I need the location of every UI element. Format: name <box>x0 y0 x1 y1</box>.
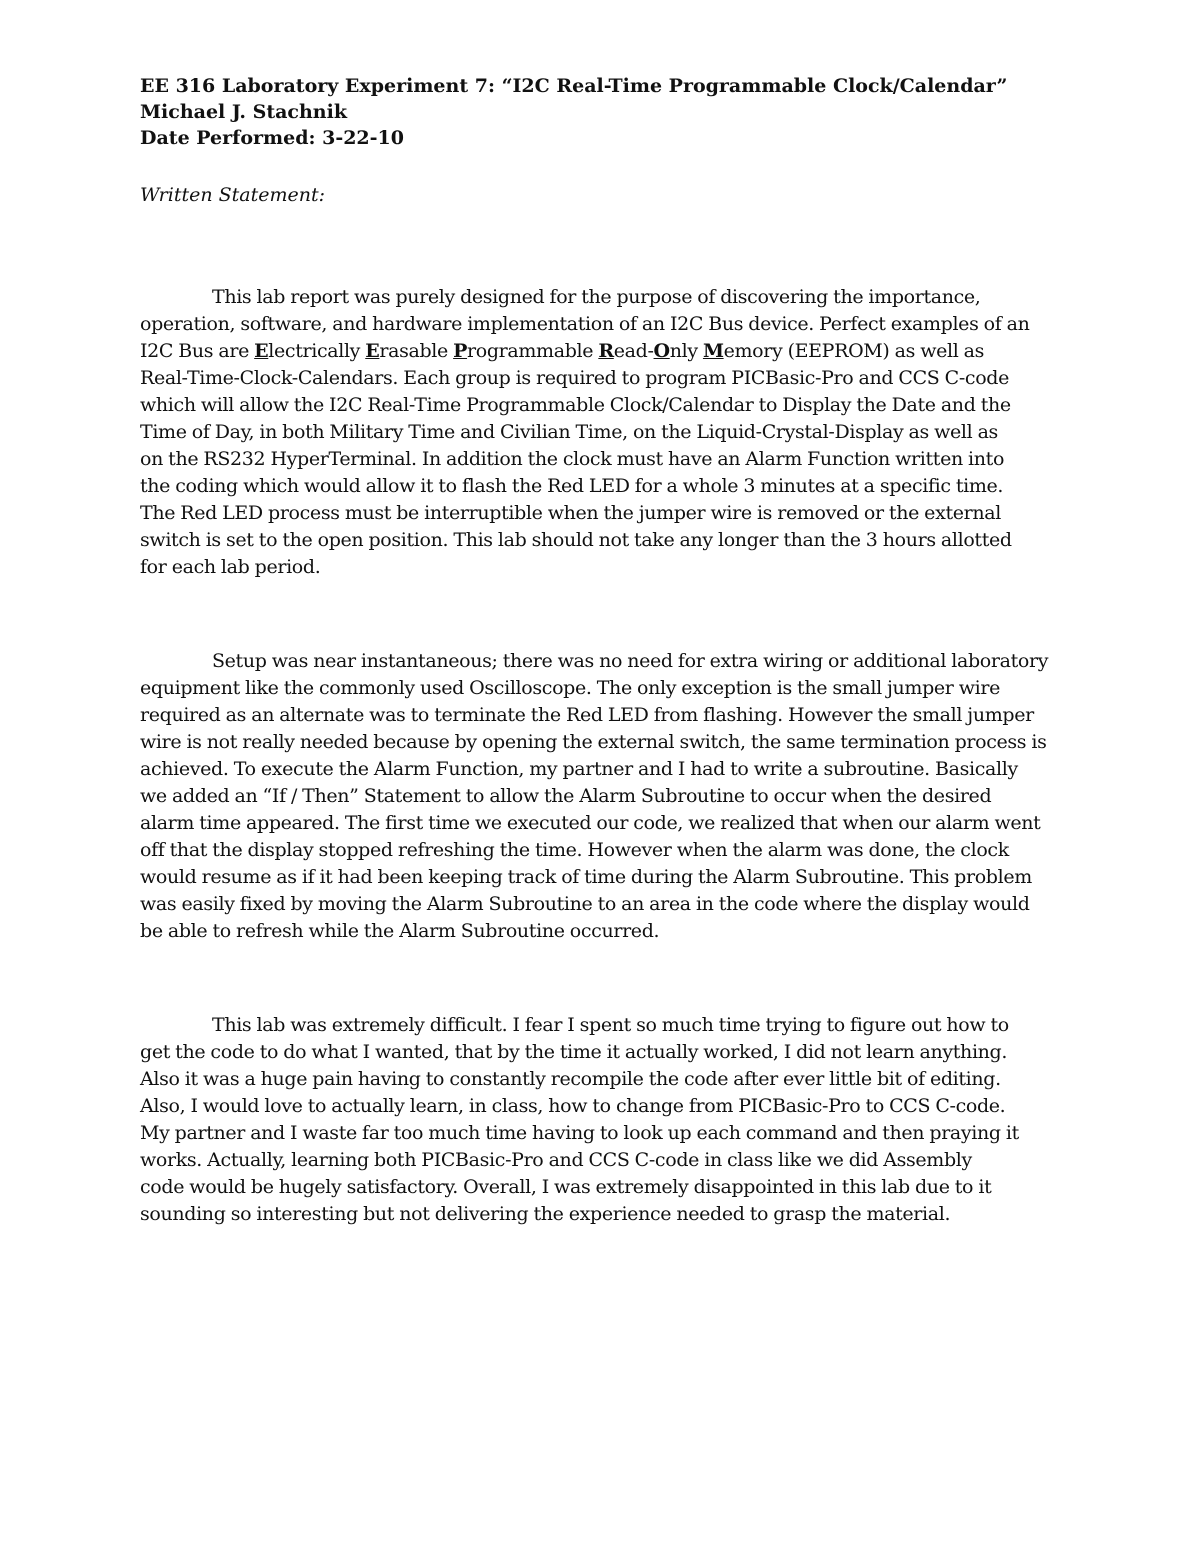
paragraph-line: sounding so interesting but not delivering the experience needed to grasp the material. <box>140 1203 951 1225</box>
paragraph-line: operation, software, and hardware implementation of an I2C Bus device. Perfect examples of an <box>140 313 1030 335</box>
paragraph-introduction <box>140 284 1070 581</box>
paragraph-line: for each lab period. <box>140 556 321 578</box>
paragraph-line: works. Actually, learning both PICBasic-Pro and CCS C-code in class like we did Assembly <box>140 1149 972 1171</box>
text-fragment: emory (EEPROM) as well as <box>723 340 985 362</box>
paragraph-line: The Red LED process must be interruptible when the jumper wire is removed or the external <box>140 502 1001 524</box>
paragraph-line: be able to refresh while the Alarm Subroutine occurred. <box>140 920 660 942</box>
written-statement-label: Written Statement: <box>140 184 326 206</box>
paragraph-line: code would be hugely satisfactory. Overall, I was extremely disappointed in this lab due to it <box>140 1176 992 1198</box>
paragraph-line: This lab was extremely difficult. I fear I spent so much time trying to figure out how to <box>212 1014 1009 1036</box>
paragraph-line: off that the display stopped refreshing the time. However when the alarm was done, the clock <box>140 839 1009 861</box>
paragraph-line: My partner and I waste far too much time having to look up each command and then praying it <box>140 1122 1019 1144</box>
paragraph-line-acronym <box>140 338 1070 365</box>
paragraph-line: achieved. To execute the Alarm Function, my partner and I had to write a subroutine. Basically <box>140 758 1018 780</box>
acronym-letter: R <box>598 340 614 362</box>
paragraph-line: get the code to do what I wanted, that by the time it actually worked, I did not learn anything. <box>140 1041 1008 1063</box>
paragraph-line: switch is set to the open position. This lab should not take any longer than the 3 hours allotted <box>140 529 1012 551</box>
acronym-letter: E <box>365 340 380 362</box>
paragraph-line: Time of Day, in both Military Time and Civilian Time, on the Liquid-Crystal-Display as well as <box>140 421 998 443</box>
acronym-letter: E <box>254 340 269 362</box>
paragraph-line: on the RS232 HyperTerminal. In addition the clock must have an Alarm Function written into <box>140 448 1005 470</box>
text-fragment: rasable <box>379 340 454 362</box>
paragraph-line: Also, I would love to actually learn, in class, how to change from PICBasic-Pro to CCS C-code. <box>140 1095 1006 1117</box>
acronym-letter: P <box>453 340 468 362</box>
paragraph-line: Real-Time-Clock-Calendars. Each group is required to program PICBasic-Pro and CCS C-code <box>140 367 1010 389</box>
paragraph-line: was easily fixed by moving the Alarm Subroutine to an area in the code where the display would <box>140 893 1030 915</box>
paragraph-line: equipment like the commonly used Oscilloscope. The only exception is the small jumper wire <box>140 677 1000 699</box>
paragraph-line: This lab report was purely designed for the purpose of discovering the importance, <box>212 286 981 308</box>
paragraph-line: wire is not really needed because by opening the external switch, the same termination process is <box>140 731 1047 753</box>
author-name: Michael J. Stachnik <box>140 101 347 123</box>
paragraph-line: which will allow the I2C Real-Time Programmable Clock/Calendar to Display the Date and the <box>140 394 1011 416</box>
paragraph-line: the coding which would allow it to flash the Red LED for a whole 3 minutes at a specific time. <box>140 475 1004 497</box>
report-title: EE 316 Laboratory Experiment 7: “I2C Real-Time Programmable Clock/Calendar” <box>140 75 1008 97</box>
paragraph-line: we added an “If / Then” Statement to allow the Alarm Subroutine to occur when the desired <box>140 785 992 807</box>
acronym-letter: O <box>653 340 670 362</box>
paragraph-line: Also it was a huge pain having to constantly recompile the code after ever little bit of editing. <box>140 1068 1001 1090</box>
paragraph-line: required as an alternate was to terminate the Red LED from flashing. However the small jumper <box>140 704 1034 726</box>
acronym-letter: M <box>702 340 724 362</box>
paragraph-line: would resume as if it had been keeping track of time during the Alarm Subroutine. This problem <box>140 866 1032 888</box>
paragraph-line: Setup was near instantaneous; there was no need for extra wiring or additional laboratory <box>212 650 1049 672</box>
paragraph-setup <box>140 648 1070 945</box>
text-fragment: ead- <box>613 340 654 362</box>
paragraph-line: alarm time appeared. The first time we executed our code, we realized that when our alarm went <box>140 812 1041 834</box>
date-performed: Date Performed: 3-22-10 <box>140 127 404 149</box>
text-fragment: nly <box>669 340 703 362</box>
text-fragment: rogrammable <box>467 340 599 362</box>
text-fragment: lectrically <box>268 340 366 362</box>
text-fragment: I2C Bus are <box>140 340 255 362</box>
paragraph-conclusion <box>140 1012 1070 1228</box>
report-header <box>140 73 1070 151</box>
